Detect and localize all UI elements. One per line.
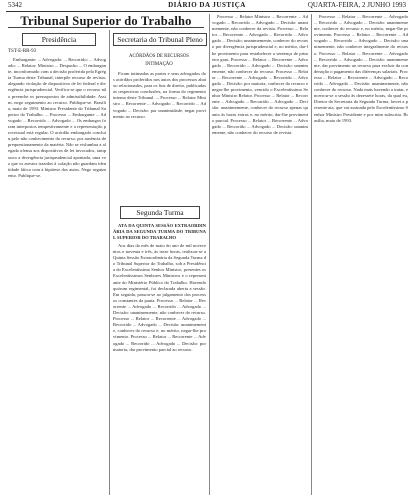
presidencia-body [8,57,106,493]
column-divider [209,14,210,495]
column-divider [109,30,110,495]
segunda-turma-body [113,243,206,493]
acordaos-subheading: ACÓRDÃOS DE RECURSOS [129,54,189,59]
issue-date: QUARTA-FEIRA, 2 JUNHO 1993 [307,1,406,9]
column-four-text: Processo ... Relator ... Recorrente ... Advogado ... Recorrido ... Advogado ... Decisão: unanimemente, conhecer do recurso e, no mérito, negar-lhe provimento. Processo ... Relator ... Recorrente ... Advogado ... Recorrido ... Advogado ... Decisão: unanimemente, não conhecer integralmente do recurso. Processo ... Relator ... Recorrente ... Advogado ... Recorrido ... Advogado ... Decisão: unanimemente, dar provimento ao recurso para excluir da condenação o pagamento das diferenças salariais. Processo ... Relator ... Recorrente ... Advogado ... Recorrido ... Advogado ... Decisão: unanimemente, não conhecer do recurso. Nada mais havendo a tratar, encerrou-se a sessão às dezessete horas, da qual eu, Diretor da Secretaria da Segunda Turma, lavrei a presente ata, que vai assinada pelo Excelentíssimo Senhor Ministro Presidente e por mim subscrita. Brasília, maio de 1993. [314,14,408,123]
section-segunda-turma-title: Segunda Turma [120,206,200,219]
process-ref: TST-E-RR-93 [8,49,37,54]
segunda-turma-intro-text: ATA DA QUINTA SESSÃO EXTRAORDINÁRIA DA SEGUNDA TURMA DO TRIBUNAL SUPERIOR DO TRABALHO [113,223,206,241]
page-header [6,0,408,12]
secretaria-body [113,71,206,185]
column-divider [311,14,312,495]
column-four-body [314,14,408,493]
segunda-turma-text: Aos dias do mês de maio do ano de mil novecentos e noventa e três, às treze horas, realizou-se a Quinta Sessão Extraordinária da Segunda Turma do Tribunal Superior do Trabalho, sob a Presidência do Excelentíssimo Senhor Ministro, presentes os Excelentíssimos Senhores Ministros e o representante do Ministério Público do Trabalho. Havendo quórum regimental, foi declarada aberta a sessão. Em seguida, passou-se ao julgamento dos processos constantes da pauta. Processo ... Relator ... Recorrente ... Advogado ... Recorrido ... Advogado ... Decisão: unanimemente, não conhecer do recurso. Processo ... Relator ... Recorrente ... Advogado ... Recorrido ... Advogado ... Decisão: unanimemente, conhecer do recurso e, no mérito, negar-lhe provimento. Processo ... Relator ... Recorrente ... Advogado ... Recorrido ... Advogado ... Decisão: por maioria, dar provimento parcial ao recurso. [113,243,206,352]
section-secretaria-title: Secretaria do Tribunal Pleno [113,33,207,46]
segunda-turma-intro [113,223,206,241]
secretaria-text: Ficam intimadas as partes e seus advogados dos acórdãos proferidos nos autos dos processos abaixo relacionados, para os fins de direito, publicadas as respectivas conclusões, na forma do regimento interno deste Tribunal. ... Processo ... Relator Ministro ... Recorrente ... Advogado ... Recorrido ... Advogado ... Decisão: por unanimidade, negar provimento ao recurso. [113,71,206,119]
publication-title: DIÁRIO DA JUSTIÇA [168,1,246,9]
column-three-text: Processo ... Relator Ministro ... Recorrente ... Advogado ... Recorrido ... Advogado ... Decisão: unanimemente, não conhecer da revista. Processo ... Relator ... Recorrente ... Advogado ... Recorrido ... Advogado ... Decisão: unanimemente, conhecer do recurso por divergência jurisprudencial e, no mérito, dar-lhe provimento para restabelecer a sentença de primeiro grau. Processo ... Relator ... Recorrente ... Advogado ... Recorrido ... Advogado ... Decisão: unanimemente, não conhecer do recurso. Processo ... Relator ... Recorrente ... Advogado ... Recorrido ... Advogado ... Decisão: por maioria, conhecer do recurso e negar-lhe provimento, vencido o Excelentíssimo Senhor Ministro Relator. Processo ... Relator ... Recorrente ... Advogado ... Recorrido ... Advogado ... Decisão: unanimemente, conhecer do recurso apenas quanto às horas extras e, no mérito, dar-lhe provimento parcial. Processo ... Relator ... Recorrente ... Advogado ... Recorrido ... Advogado ... Decisão: unanimemente, não conhecer do recurso de revista. [212,14,308,135]
presidencia-text: Embargante: ... Advogado: ... Recorrido: ... Advogado: ... Relator: Ministro ... Despacho ... O embargante, inconformado com a decisão proferida pela Egrégia Turma deste Tribunal, interpõe recurso de revista, alegando violação de dispositivos de lei federal e divergência jurisprudencial. Verifica-se que o recurso não preenche os pressupostos de admissibilidade. Assim, nego seguimento ao recurso. Publique-se. Brasília, maio de 1993. Ministro Presidente do Tribunal Superior do Trabalho. ... Processo ... Embargante ... Advogado ... Recorrido ... Advogado ... Os embargos foram interpostos tempestivamente e a representação processual está regular. O acórdão embargado concluiu pelo não conhecimento do recurso, por ausência de prequestionamento da matéria. Não se vislumbra a alegada ofensa aos dispositivos de lei invocados, tampouco a divergência jurisprudencial apontada, uma vez que os arestos trazidos à colação não guardam identidade fática com a hipótese dos autos. Nego seguimento. Publique-se. [8,57,106,178]
page-number: 5342 [8,1,22,9]
column-three-body [212,14,308,493]
court-masthead: Tribunal Superior do Trabalho [8,14,204,28]
intimacao-subheading: INTIMAÇÃO [145,62,173,67]
section-presidencia-title: Presidência [22,33,96,46]
